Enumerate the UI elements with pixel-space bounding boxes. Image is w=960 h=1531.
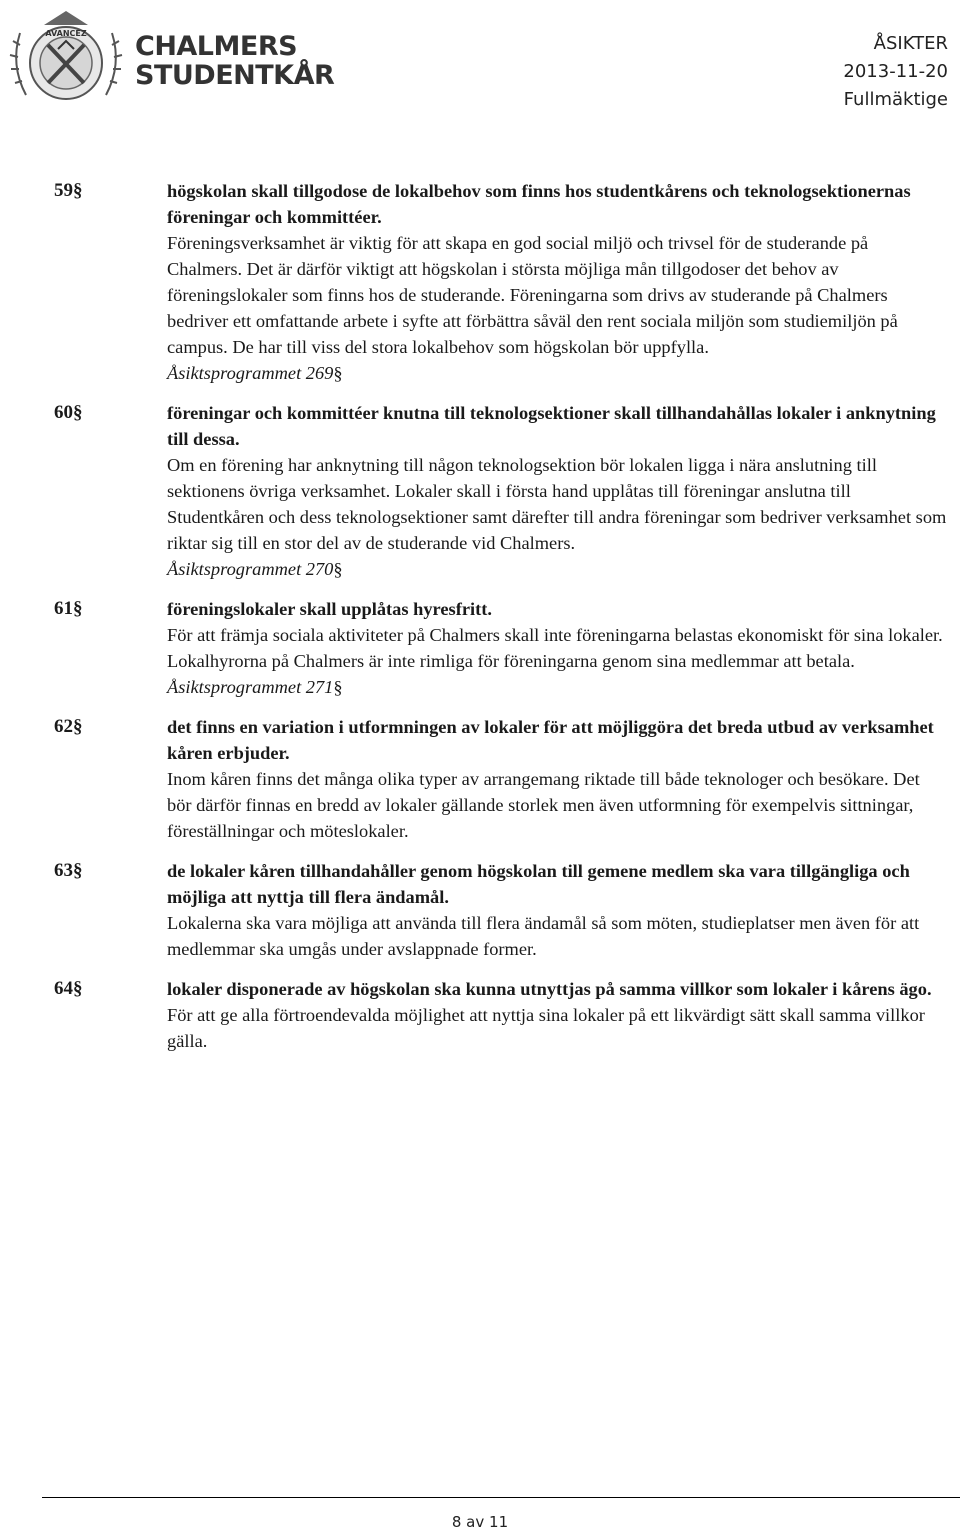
document-meta xyxy=(843,30,948,114)
item-reference: Åsiktsprogrammet 270§ xyxy=(167,559,343,579)
item-heading: det finns en variation i utformningen av lokaler för att möjliggöra det breda utbud av verksamhet kåren erbjuder. xyxy=(167,717,934,763)
item-reference: Åsiktsprogrammet 271§ xyxy=(167,677,343,697)
item-heading: högskolan skall tillgodose de lokalbehov som finns hos studentkårens och teknologsektionernas föreningar och kommittéer. xyxy=(167,181,911,227)
item-heading: föreningar och kommittéer knutna till teknologsektioner skall tillhandahållas lokaler i anknytning till dessa. xyxy=(167,403,936,449)
document-body: Fullmäktige xyxy=(843,89,948,110)
item-heading: föreningslokaler skall upplåtas hyresfritt. xyxy=(167,599,492,619)
item-body xyxy=(167,596,947,700)
item-body xyxy=(167,714,947,844)
brand-line-1: CHALMERS xyxy=(135,31,298,62)
item-body xyxy=(167,178,947,386)
footer-divider xyxy=(42,1497,960,1498)
document-date: 2013-11-20 xyxy=(843,61,948,82)
list-item xyxy=(0,596,960,700)
list-item xyxy=(0,178,960,386)
brand-line-2: STUDENTKÅR xyxy=(135,60,335,91)
brand-name xyxy=(135,32,334,90)
list-item xyxy=(0,858,960,962)
item-text: För att ge alla förtroendevalda möjlighet att nyttja sina lokaler på ett likvärdigt sätt skall samma villkor gälla. xyxy=(167,1005,925,1051)
page-number: 8 av 11 xyxy=(451,1513,509,1531)
item-number: 62§ xyxy=(54,716,83,737)
item-body xyxy=(167,858,947,962)
item-heading: lokaler disponerade av högskolan ska kunna utnyttjas på samma villkor som lokaler i kårens ägo. xyxy=(167,979,932,999)
item-body xyxy=(167,976,947,1054)
chalmers-crest-logo xyxy=(6,5,126,105)
page-header xyxy=(0,0,960,110)
item-number: 61§ xyxy=(54,598,83,619)
item-number: 64§ xyxy=(54,978,83,999)
item-body xyxy=(167,400,947,582)
document-type: ÅSIKTER xyxy=(873,33,948,54)
list-item xyxy=(0,976,960,1054)
item-number: 63§ xyxy=(54,860,83,881)
logo-motto: AVANCEZ xyxy=(45,29,87,38)
list-item xyxy=(0,714,960,844)
item-number: 60§ xyxy=(54,402,83,423)
item-reference: Åsiktsprogrammet 269§ xyxy=(167,363,343,383)
item-text: För att främja sociala aktiviteter på Chalmers skall inte föreningarna belastas ekonomiskt för sina lokaler. Lokalhyrorna på Chalmers är inte rimliga för föreningarna genom sina medlemmar att betala. xyxy=(167,625,943,671)
item-number: 59§ xyxy=(54,180,83,201)
item-text: Föreningsverksamhet är viktig för att skapa en god social miljö och trivsel för de studerande på Chalmers. Det är därför viktigt att högskolan i största möjliga mån tillgodoser det behov av föreningslokaler som finns hos de studerande. Föreningarna som drivs av studerande på Chalmers bedriver ett omfattande arbete i syfte att förbättra såväl den rent sociala miljön som studiemiljön på campus. De har till viss del stora lokalbehov som högskolan bör uppfylla. xyxy=(167,233,898,357)
list-item xyxy=(0,400,960,582)
item-text: Lokalerna ska vara möjliga att använda till flera ändamål så som möten, studieplatser men även för att medlemmar ska umgås under avslappnade former. xyxy=(167,913,920,959)
item-text: Om en förening har anknytning till någon teknologsektion bör lokalen ligga i nära anslutning till sektionens övriga verksamhet. Lokaler skall i första hand upplåtas till föreningar anslutna till Studentkåren och dess teknologsektioner samt därefter till andra föreningar som bedriver verksamhet som riktar sig till en stor del av de studerande vid Chalmers. xyxy=(167,455,947,553)
item-text: Inom kåren finns det många olika typer av arrangemang riktade till både teknologer och besökare. Det bör därför finnas en bredd av lokaler gällande storlek men även utformning för exempelvis sittningar, föreställningar och möteslokaler. xyxy=(167,769,920,841)
item-heading: de lokaler kåren tillhandahåller genom högskolan till gemene medlem ska vara tillgängliga och möjliga att nyttja till flera ändamål. xyxy=(167,861,910,907)
document-content xyxy=(0,178,960,1068)
